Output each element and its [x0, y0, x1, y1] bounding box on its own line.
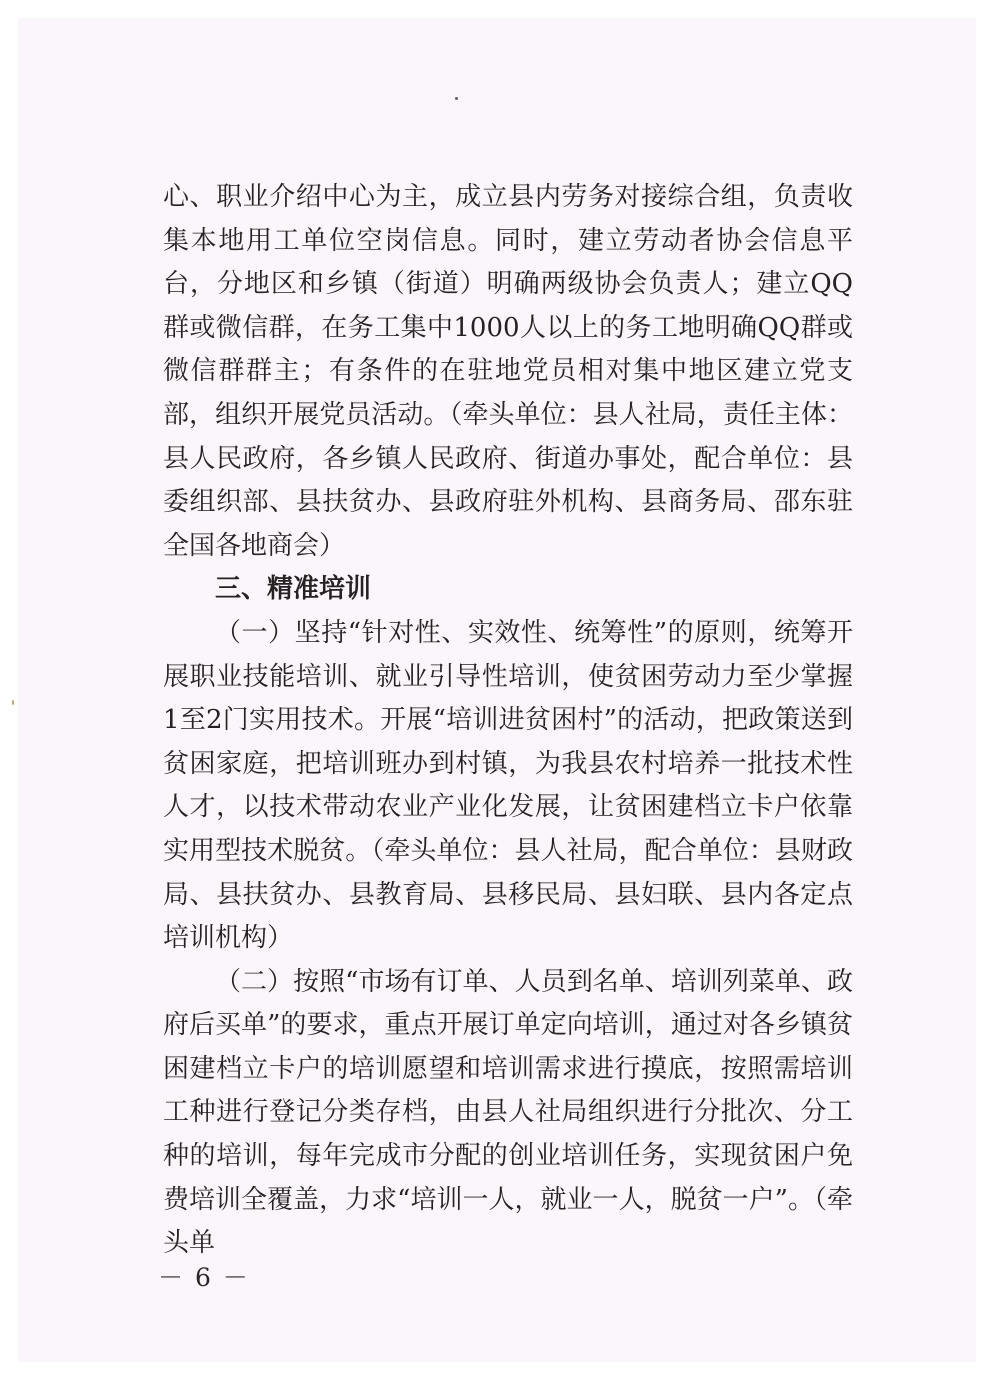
paragraph-continuation: 心、职业介绍中心为主，成立县内劳务对接综合组，负责收集本地用工单位空岗信息。同时，建立劳动者协会信息平台，分地区和乡镇（街道）明确两级协会负责人；建立QQ群或微信群，在务工集中1000人以上的务工地明确QQ群或微信群群主；有条件的在驻地党员相对集中地区建立党支部，组织开展党员活动。（牵头单位：县人社局，责任主体：县人民政府，各乡镇人民政府、街道办事处，配合单位：县委组织部、县扶贫办、县政府驻外机构、县商务局、邵东驻全国各地商会）: [163, 182, 853, 561]
scan-speck: [455, 97, 458, 100]
paragraph-item-2: （二）按照“市场有订单、人员到名单、培训列菜单、政府后买单”的要求，重点开展订单定向培训，通过对各乡镇贫困建档立卡户的培训愿望和培训需求进行摸底，按照需培训工种进行登记分类存档，由县人社局组织进行分批次、分工种的培训，每年完成市分配的创业培训任务，实现贫困户免费培训全覆盖，力求“培训一人，就业一人，脱贫一户”。（牵头单: [163, 966, 853, 1259]
page-number: － 6 －: [158, 1263, 250, 1292]
section-heading: 三、精准培训: [215, 574, 372, 605]
scan-speck: [12, 700, 14, 705]
document-body: [163, 176, 853, 1266]
paragraph-item-1: （一）坚持“针对性、实效性、统筹性”的原则，统筹开展职业技能培训、就业引导性培训，使贫困劳动力至少掌握1至2门实用技术。开展“培训进贫困村”的活动，把政策送到贫困家庭，把培训班办到村镇，为我县农村培养一批技术性人才，以技术带动农业产业化发展，让贫困建档立卡户依靠实用型技术脱贫。（牵头单位：县人社局，配合单位：县财政局、县扶贫办、县教育局、县移民局、县妇联、县内各定点培训机构）: [163, 617, 853, 954]
